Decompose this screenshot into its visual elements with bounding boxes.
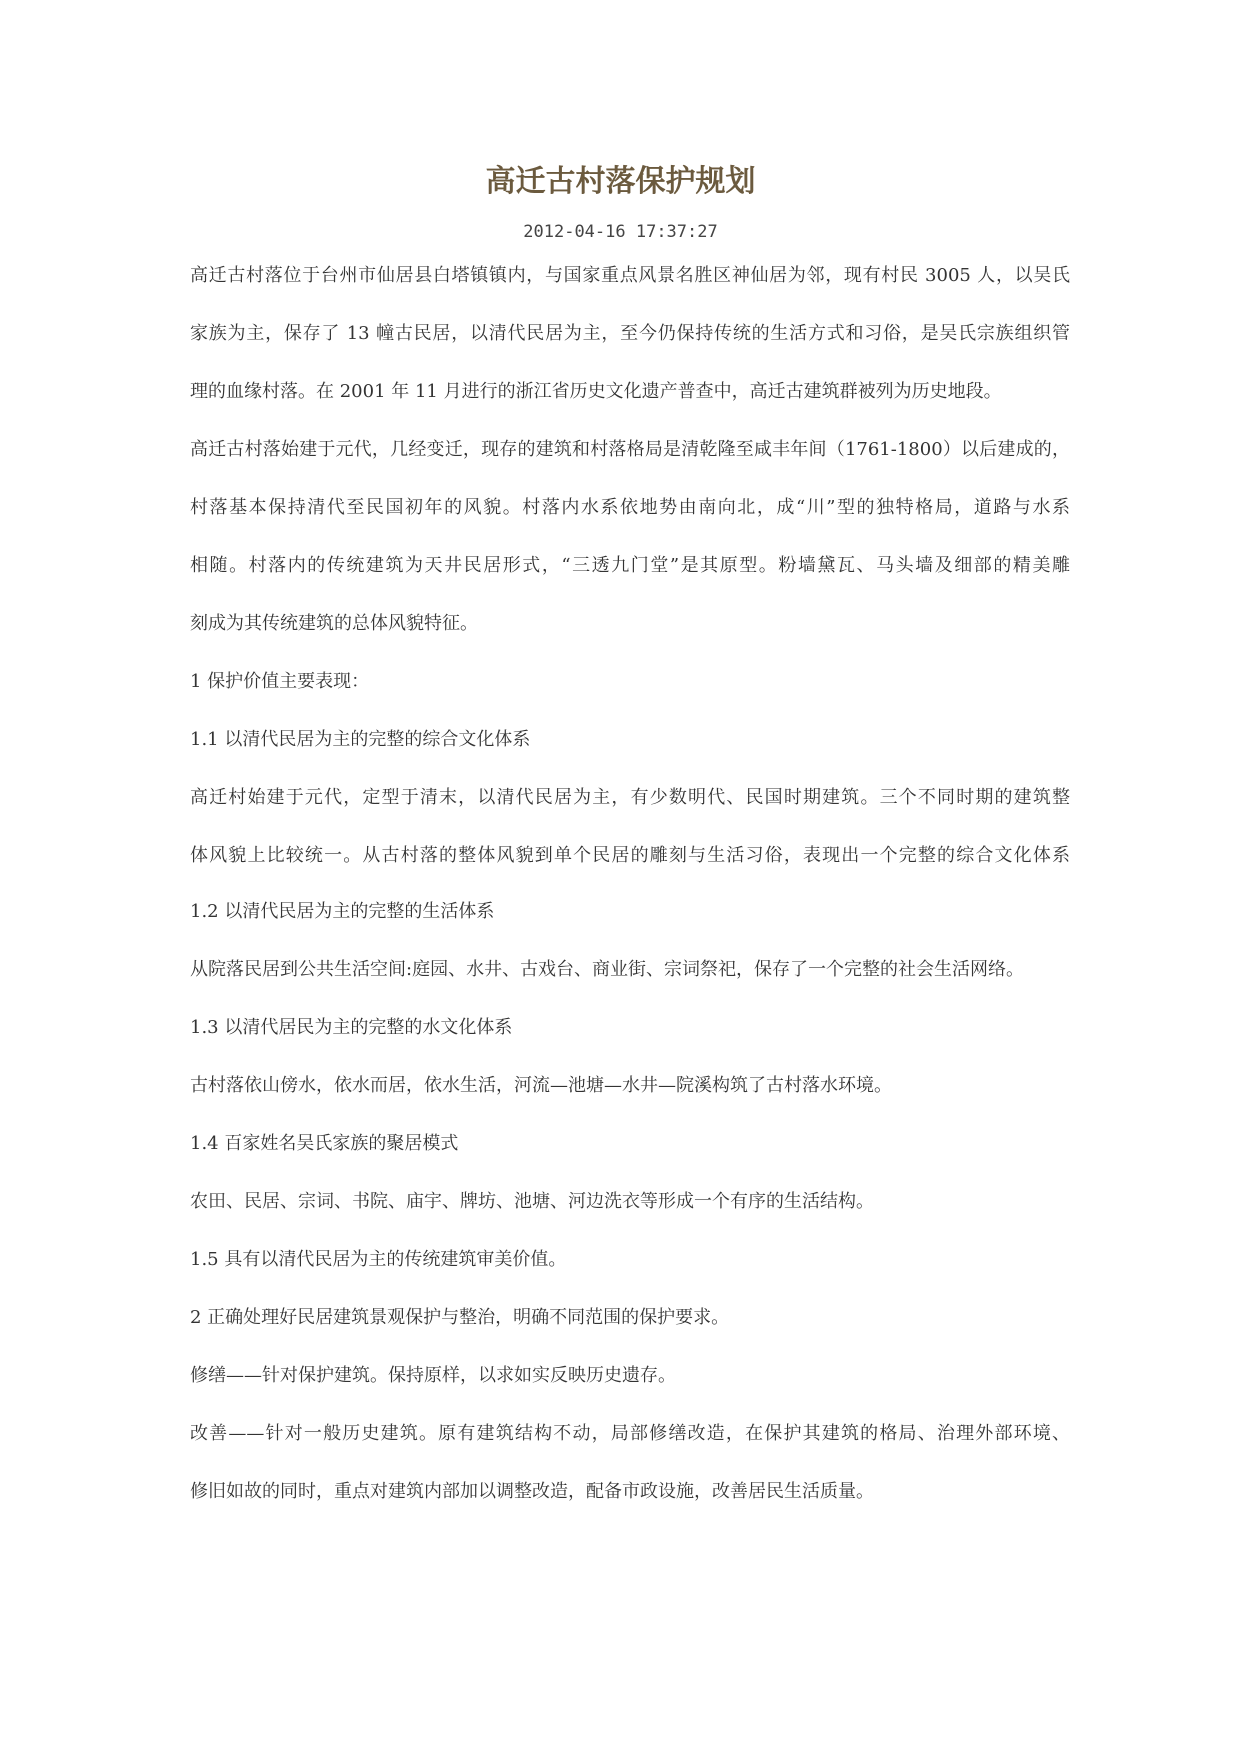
body-line: 村落基本保持清代至民国初年的风貌。村落内水系依地势由南向北，成“川”型的独特格局，道路与水系 [190,497,1070,518]
section-heading: 1 保护价值主要表现： [190,671,370,692]
publish-date: 2012-04-16 17:37:27 [523,222,718,242]
body-line: 体风貌上比较统一。从古村落的整体风貌到单个民居的雕刻与生活习俗，表现出一个完整的综合文化体系 [190,845,1070,866]
section-heading: 1.2 以清代民居为主的完整的生活体系 [190,901,495,922]
section-heading: 2 正确处理好民居建筑景观保护与整治，明确不同范围的保护要求。 [190,1307,730,1328]
section-heading: 1.4 百家姓名吴氏家族的聚居模式 [190,1133,459,1154]
section-heading: 1.3 以清代居民为主的完整的水文化体系 [190,1017,513,1038]
section-heading: 1.5 具有以清代民居为主的传统建筑审美价值。 [190,1249,567,1270]
body-line: 家族为主，保存了 13 幢古民居，以清代民居为主，至今仍保持传统的生活方式和习俗，是吴氏宗族组织管 [190,323,1070,344]
body-line: 高迁村始建于元代，定型于清末，以清代民居为主，有少数明代、民国时期建筑。三个不同时期的建筑整 [190,787,1070,808]
body-line: 从院落民居到公共生活空间:庭园、水井、古戏台、商业街、宗词祭祀，保存了一个完整的社会生活网络。 [190,959,1025,980]
body-line: 修旧如故的同时，重点对建筑内部加以调整改造，配备市政设施，改善居民生活质量。 [190,1481,874,1502]
body-line: 理的血缘村落。在 2001 年 11 月进行的浙江省历史文化遗产普查中，高迁古建筑群被列为历史地段。 [190,381,1002,402]
body-line: 改善——针对一般历史建筑。原有建筑结构不动，局部修缮改造，在保护其建筑的格局、治理外部环境、 [190,1423,1070,1444]
body-line: 高迁古村落位于台州市仙居县白塔镇镇内，与国家重点风景名胜区神仙居为邻，现有村民 3005 人，以吴氏 [190,265,1070,286]
body-line: 农田、民居、宗词、书院、庙宇、牌坊、池塘、河边洗衣等形成一个有序的生活结构。 [190,1191,874,1212]
page-title: 高迁古村落保护规划 [485,164,756,199]
body-line: 古村落依山傍水，依水而居，依水生活，河流—池塘—水井—院溪构筑了古村落水环境。 [190,1075,892,1096]
section-heading: 1.1 以清代民居为主的完整的综合文化体系 [190,729,531,750]
body-line: 高迁古村落始建于元代，几经变迁，现存的建筑和村落格局是清乾隆至咸丰年间（1761-1800）以后建成的， [190,439,1070,460]
body-line: 修缮——针对保护建筑。保持原样，以求如实反映历史遗存。 [190,1365,676,1386]
body-line: 刻成为其传统建筑的总体风貌特征。 [190,613,478,634]
body-line: 相随。村落内的传统建筑为天井民居形式，“三透九门堂”是其原型。粉墙黛瓦、马头墙及细部的精美雕 [190,555,1070,576]
